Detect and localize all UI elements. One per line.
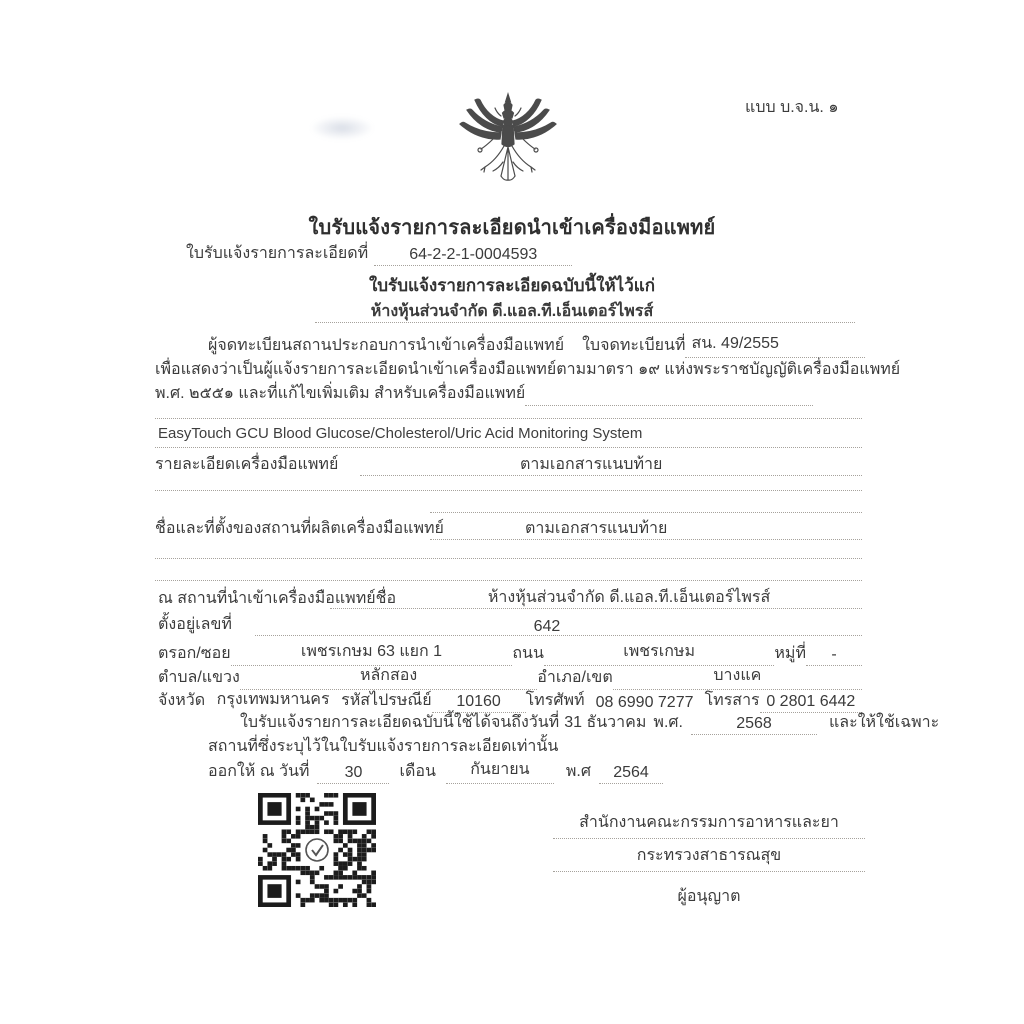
fax-label: โทรสาร <box>704 692 760 709</box>
issue-day: 30 <box>317 764 389 784</box>
issue-month: กันยายน <box>446 757 554 784</box>
fill-line <box>155 558 862 559</box>
address-no-value: 642 <box>533 618 561 635</box>
validity-date: 31 ธันวาคม <box>564 714 647 731</box>
form-code: แบบ บ.จ.น. ๑ <box>745 99 839 116</box>
subdistrict-label: ตำบล/แขวง <box>158 669 240 686</box>
import-place-value: ห้างหุ้นส่วนจำกัด ดี.แอล.ที.เอ็นเตอร์ไพรส์ <box>487 589 771 606</box>
postcode-label: รหัสไปรษณีย์ <box>341 692 432 709</box>
district-value: บางแค <box>613 663 862 690</box>
fill-line <box>430 512 862 513</box>
license-label: ใบจดทะเบียนที่ <box>582 337 686 354</box>
province-value: กรุงเทพมหานคร <box>216 691 330 708</box>
manufacturer-value: ตามเอกสารแนบท้าย <box>525 520 668 537</box>
issued-to-heading: ใบรับแจ้งรายการละเอียดฉบับนี้ให้ไว้แก่ <box>368 276 656 295</box>
subdistrict-value: หลักสอง <box>240 663 537 690</box>
fill-line <box>155 580 862 581</box>
device-detail-label: รายละเอียดเครื่องมือแพทย์ <box>155 456 339 473</box>
company-underline <box>315 322 855 323</box>
district-label: อำเภอ/เขต <box>537 669 613 686</box>
device-detail-value: ตามเอกสารแนบท้าย <box>520 456 663 473</box>
moo-value: - <box>806 646 862 666</box>
validity-prefix: ใบรับแจ้งรายการละเอียดฉบับนี้ใช้ได้จนถึงวันที่ <box>240 714 560 731</box>
manufacturer-label: ชื่อและที่ตั้งของสถานที่ผลิตเครื่องมือแพทย์ <box>155 520 444 537</box>
phone-value: 08 6990 7277 <box>595 694 694 711</box>
fax-value: 0 2801 6442 <box>760 693 862 713</box>
receipt-no-value: 64-2-2-1-0004593 <box>374 246 572 266</box>
agency-ministry: กระทรวงสาธารณสุข <box>553 843 865 872</box>
issue-month-label: เดือน <box>399 763 436 780</box>
issue-era: พ.ศ <box>565 763 592 780</box>
qr-code <box>258 793 376 907</box>
postcode-value: 10160 <box>432 693 526 713</box>
moo-label: หมู่ที่ <box>774 645 806 662</box>
address-no-label: ตั้งอยู่เลขที่ <box>158 616 232 633</box>
issued-to-company: ห้างหุ้นส่วนจำกัด ดี.แอล.ที.เอ็นเตอร์ไพรส์ <box>370 303 654 320</box>
road-value: เพชรเกษม <box>544 639 774 666</box>
soi-label: ตรอก/ซอย <box>158 645 231 662</box>
garuda-emblem <box>455 92 561 209</box>
road-label: ถนน <box>512 645 544 662</box>
issue-year: 2564 <box>599 764 663 784</box>
registrant-text: ผู้จดทะเบียนสถานประกอบการนำเข้าเครื่องมือแพทย์ <box>208 337 565 354</box>
rule-line <box>155 447 862 448</box>
import-place-label: ณ สถานที่นำเข้าเครื่องมือแพทย์ชื่อ <box>158 590 397 607</box>
agency-name: สำนักงานคณะกรรมการอาหารและยา <box>553 810 865 839</box>
validity-suffix: และให้ใช้เฉพาะ <box>828 714 940 731</box>
province-label: จังหวัด <box>158 692 206 709</box>
device-name: EasyTouch GCU Blood Glucose/Cholesterol/Uric Acid Monitoring System <box>158 425 643 442</box>
fill-line <box>155 490 862 491</box>
fill-line <box>255 635 862 636</box>
validity-line2: สถานที่ซึ่งระบุไว้ในใบรับแจ้งรายการละเอียดเท่านั้น <box>208 738 559 755</box>
statement-line1: เพื่อแสดงว่าเป็นผู้แจ้งรายการละเอียดนำเข้าเครื่องมือแพทย์ตามมาตรา ๑๙ แห่งพระราชบัญญัติเครื่องมือแพทย์ <box>155 361 901 378</box>
issue-date-label: ออกให้ ณ วันที่ <box>208 763 310 780</box>
fill-line <box>330 608 862 609</box>
fill-line <box>430 539 862 540</box>
receipt-no-label: ใบรับแจ้งรายการละเอียดที่ <box>186 245 369 262</box>
phone-label: โทรศัพท์ <box>525 692 585 709</box>
rule-line <box>155 418 862 419</box>
soi-value: เพชรเกษม 63 แยก 1 <box>231 639 513 666</box>
page-title: ใบรับแจ้งรายการละเอียดนำเข้าเครื่องมือแพทย์ <box>308 217 716 239</box>
fill-line <box>360 475 862 476</box>
ink-smudge <box>310 116 374 140</box>
signer-title: ผู้อนุญาต <box>677 888 741 905</box>
statement-line2: พ.ศ. ๒๕๕๑ และที่แก้ไขเพิ่มเติม สำหรับเครื่องมือแพทย์ <box>155 385 526 402</box>
validity-year: 2568 <box>691 715 817 735</box>
license-no: สน. 49/2555 <box>685 331 865 358</box>
validity-era: พ.ศ. <box>653 714 683 731</box>
